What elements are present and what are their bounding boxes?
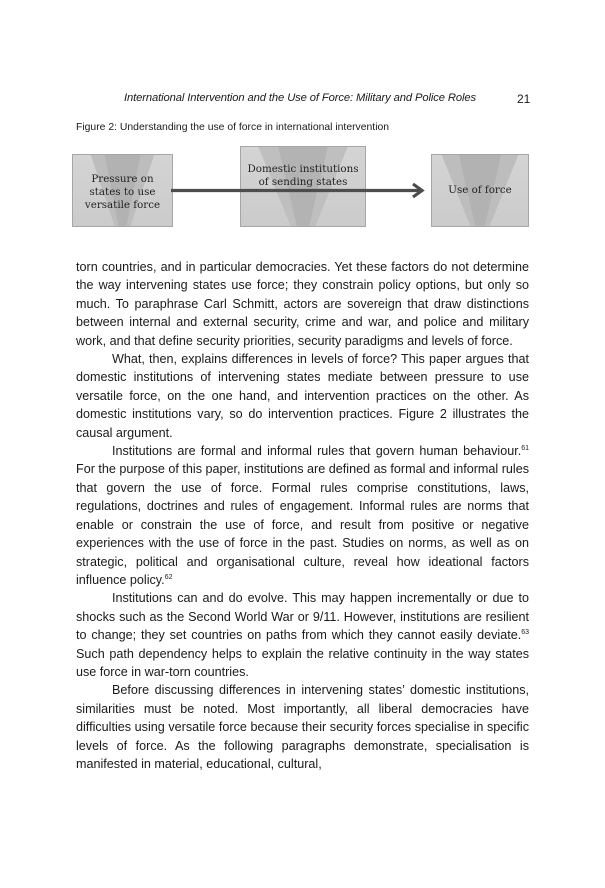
figure-caption: Figure 2: Understanding the use of force in international intervention (76, 122, 390, 133)
causal-diagram (70, 142, 530, 242)
paragraph-4 (76, 589, 529, 681)
box-pressure-line-1: Pressure on (91, 173, 154, 185)
paragraph-5: Before discussing differences in intervening states’ domestic institutions, similarities must be noted. Most importantly, all liberal democracies have difficulties using versatile force because their security forces specialise in specific levels of force. As the following paragraphs demonstrate, specialisation is manifested in material, educational, cultural, (76, 683, 529, 771)
running-title: International Intervention and the Use of Force: Military and Police Roles (124, 92, 477, 104)
box-domestic-line-2: of sending states (258, 176, 348, 188)
paragraph-1: torn countries, and in particular democracies. Yet these factors do not determine the way intervening states use force; they constrain policy options, but only so much. To paraphrase Carl Schmitt, actors are sovereign that draw distinctions between internal and external security, crime and war, and police and military work, and that define security priorities, security paradigms and levels of force. (76, 260, 529, 348)
running-header (0, 92, 605, 108)
paragraph-3-text-b: For the purpose of this paper, institutions are defined as formal and informal rules that govern the use of force. Formal rules comprise constitutions, laws, regulations, doctrines and rules of engagement. Informal rules are norms that enable or constrain the use of force, and result from positive or negative experiences with the use of force in the past. Studies on norms, as well as on strategic, political and organisational culture, reveal how ideational factors influence policy. (76, 462, 529, 587)
body-text (76, 258, 529, 773)
footnote-ref-61[interactable]: 61 (521, 444, 529, 452)
paragraph-4-text-a: Institutions can and do evolve. This may happen incrementally or due to shocks such as the Second World War or 9/11. However, institutions are resilient to change; they set countries on paths from which they cannot easily deviate. (76, 591, 529, 643)
footnote-ref-63[interactable]: 63 (521, 628, 529, 636)
paragraph-2: What, then, explains differences in levels of force? This paper argues that domestic institutions of intervening states mediate between pressure to use versatile force, on the one hand, and intervention practices on the other. As domestic institutions vary, so do intervention practices. Figure 2 illustrates the causal argument. (76, 352, 529, 440)
paragraph-4-text-b: Such path dependency helps to explain the relative continuity in the way states use force in war-torn countries. (76, 646, 529, 679)
box-pressure-line-3: versatile force (84, 199, 161, 211)
box-use-of-force-label: Use of force (448, 184, 512, 196)
causal-arrow (70, 142, 530, 242)
page-number: 21 (517, 92, 531, 106)
box-pressure-line-2: states to use (89, 186, 156, 198)
footnote-ref-62[interactable]: 62 (164, 573, 173, 581)
paragraph-3-text-a: Institutions are formal and informal rules that govern human behaviour. (112, 444, 522, 459)
paragraph-3 (76, 442, 529, 589)
box-domestic-line-1: Domestic institutions (247, 163, 359, 175)
